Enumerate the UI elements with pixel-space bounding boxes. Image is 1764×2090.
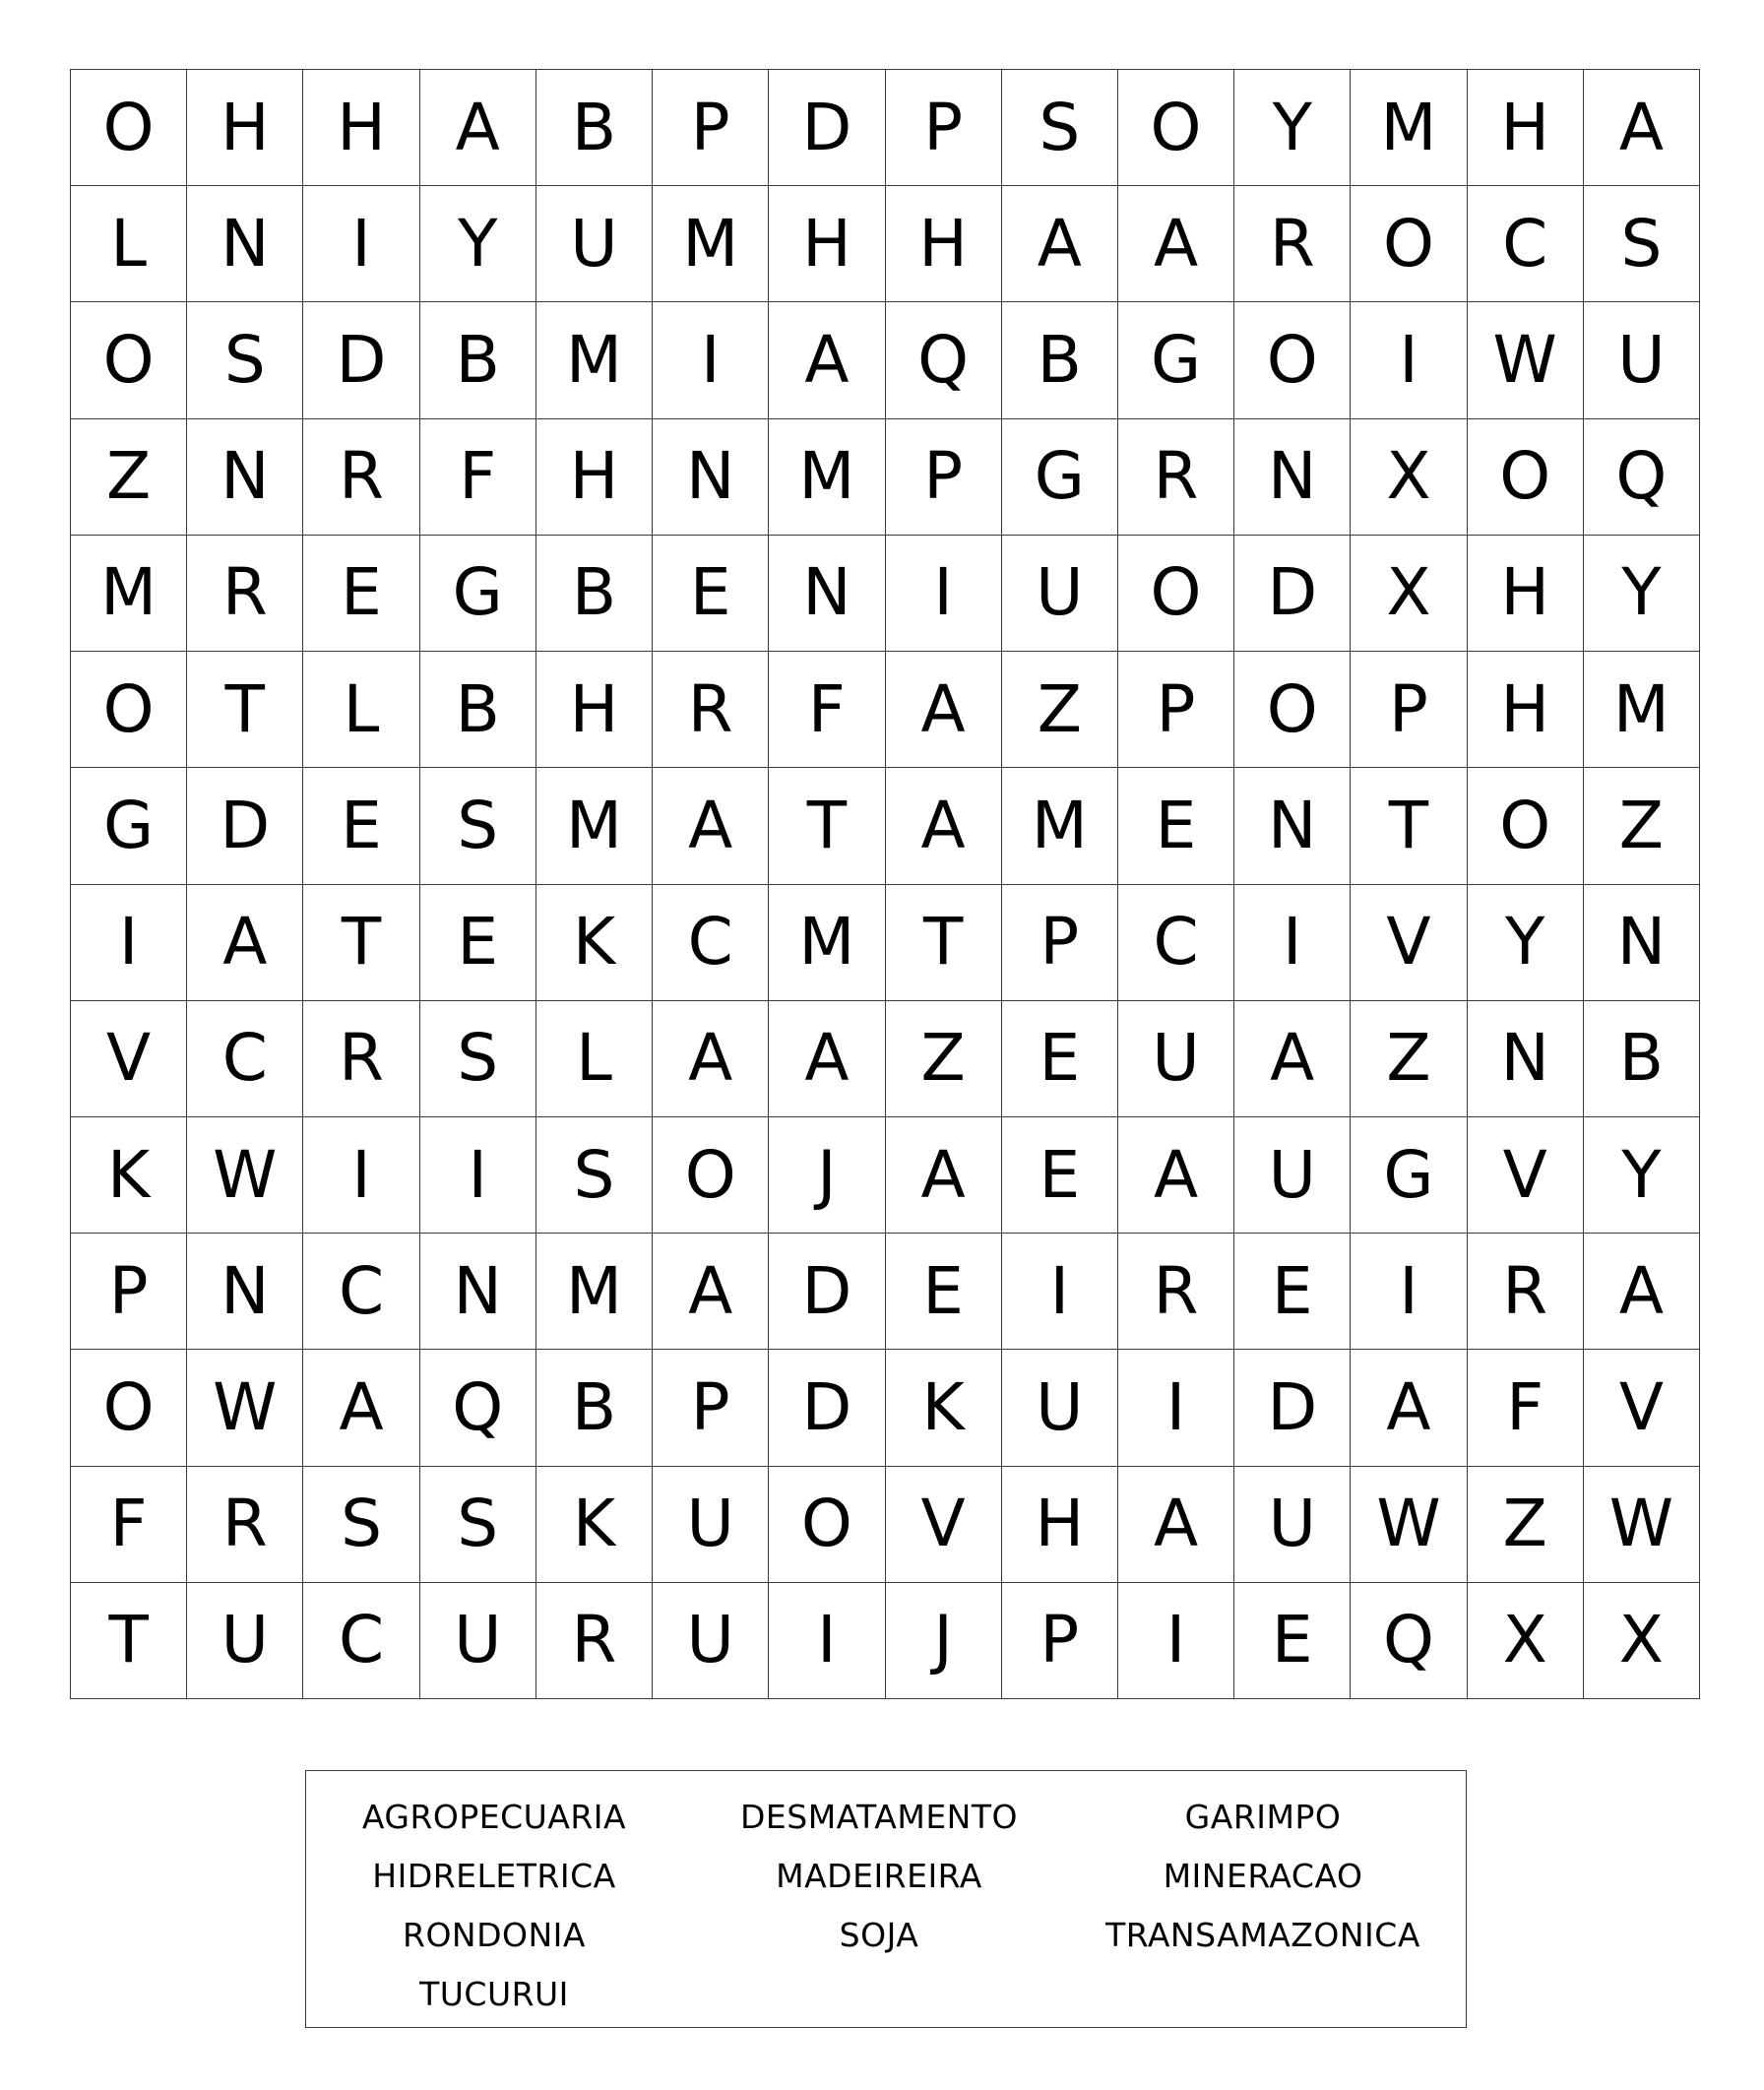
- word-list-item: GARIMPO: [1184, 1798, 1342, 1836]
- grid-cell[interactable]: A: [1351, 1350, 1467, 1466]
- grid-cell[interactable]: K: [536, 885, 653, 1001]
- grid-cell[interactable]: C: [1118, 885, 1234, 1001]
- grid-cell[interactable]: H: [187, 70, 303, 186]
- grid-cell[interactable]: T: [769, 768, 885, 884]
- grid-cell[interactable]: I: [303, 186, 419, 302]
- grid-cell[interactable]: X: [1468, 1583, 1584, 1699]
- grid-cell[interactable]: U: [1002, 536, 1118, 652]
- grid-cell[interactable]: E: [303, 768, 419, 884]
- grid-cell[interactable]: O: [1118, 70, 1234, 186]
- grid-cell[interactable]: D: [1234, 536, 1351, 652]
- grid-cell[interactable]: D: [1234, 1350, 1351, 1466]
- grid-cell[interactable]: T: [71, 1583, 187, 1699]
- grid-cell[interactable]: R: [1234, 186, 1351, 302]
- grid-cell[interactable]: U: [187, 1583, 303, 1699]
- grid-cell[interactable]: I: [1234, 885, 1351, 1001]
- grid-cell[interactable]: B: [1584, 1001, 1700, 1117]
- grid-cell[interactable]: V: [886, 1467, 1002, 1583]
- grid-cell[interactable]: Q: [886, 302, 1002, 418]
- grid-cell[interactable]: W: [1584, 1467, 1700, 1583]
- grid-cell[interactable]: U: [653, 1467, 769, 1583]
- grid-cell[interactable]: F: [420, 419, 536, 536]
- grid-cell[interactable]: C: [187, 1001, 303, 1117]
- grid-cell[interactable]: O: [1468, 419, 1584, 536]
- grid-cell[interactable]: M: [1002, 768, 1118, 884]
- grid-cell[interactable]: P: [71, 1234, 187, 1350]
- grid-cell[interactable]: H: [1468, 652, 1584, 768]
- grid-cell[interactable]: Z: [1002, 652, 1118, 768]
- grid-cell[interactable]: Z: [71, 419, 187, 536]
- grid-cell[interactable]: N: [187, 186, 303, 302]
- grid-cell[interactable]: Z: [1468, 1467, 1584, 1583]
- grid-cell[interactable]: Q: [420, 1350, 536, 1466]
- grid-cell[interactable]: S: [187, 302, 303, 418]
- grid-cell[interactable]: I: [769, 1583, 885, 1699]
- grid-cell[interactable]: L: [536, 1001, 653, 1117]
- grid-cell[interactable]: P: [886, 70, 1002, 186]
- grid-cell[interactable]: E: [886, 1234, 1002, 1350]
- grid-cell[interactable]: R: [303, 1001, 419, 1117]
- grid-cell[interactable]: R: [187, 1467, 303, 1583]
- grid-cell[interactable]: E: [653, 536, 769, 652]
- grid-cell[interactable]: V: [71, 1001, 187, 1117]
- grid-cell[interactable]: P: [1002, 885, 1118, 1001]
- grid-cell[interactable]: C: [1468, 186, 1584, 302]
- grid-cell[interactable]: R: [1118, 419, 1234, 536]
- grid-cell[interactable]: A: [1584, 70, 1700, 186]
- grid-cell[interactable]: O: [653, 1117, 769, 1234]
- grid-cell[interactable]: S: [420, 768, 536, 884]
- grid-cell[interactable]: B: [536, 70, 653, 186]
- grid-cell[interactable]: B: [1002, 302, 1118, 418]
- grid-cell[interactable]: Q: [1584, 419, 1700, 536]
- grid-cell[interactable]: T: [303, 885, 419, 1001]
- grid-cell[interactable]: S: [1584, 186, 1700, 302]
- grid-cell[interactable]: P: [653, 1350, 769, 1466]
- grid-cell[interactable]: W: [187, 1117, 303, 1234]
- grid-cell[interactable]: T: [1351, 768, 1467, 884]
- grid-cell[interactable]: V: [1468, 1117, 1584, 1234]
- grid-cell[interactable]: F: [71, 1467, 187, 1583]
- grid-cell[interactable]: P: [653, 70, 769, 186]
- grid-cell[interactable]: N: [1584, 885, 1700, 1001]
- grid-cell[interactable]: I: [1351, 1234, 1467, 1350]
- grid-cell[interactable]: H: [1468, 536, 1584, 652]
- grid-cell[interactable]: S: [303, 1467, 419, 1583]
- word-list-item: DESMATAMENTO: [739, 1798, 1019, 1836]
- word-list-item: AGROPECUARIA: [361, 1798, 627, 1836]
- grid-cell[interactable]: N: [1234, 419, 1351, 536]
- grid-cell[interactable]: D: [303, 302, 419, 418]
- grid-cell[interactable]: A: [1118, 1467, 1234, 1583]
- grid-cell[interactable]: N: [1234, 768, 1351, 884]
- grid-cell[interactable]: R: [1468, 1234, 1584, 1350]
- grid-cell[interactable]: U: [1118, 1001, 1234, 1117]
- grid-cell[interactable]: I: [303, 1117, 419, 1234]
- grid-cell[interactable]: G: [1002, 419, 1118, 536]
- word-list-item: TRANSAMAZONICA: [1105, 1916, 1420, 1954]
- grid-cell[interactable]: G: [1351, 1117, 1467, 1234]
- grid-cell[interactable]: O: [1234, 302, 1351, 418]
- grid-cell[interactable]: N: [769, 536, 885, 652]
- grid-cell[interactable]: C: [303, 1583, 419, 1699]
- grid-cell[interactable]: B: [420, 652, 536, 768]
- grid-cell[interactable]: I: [886, 536, 1002, 652]
- grid-cell[interactable]: B: [536, 536, 653, 652]
- word-list-item: MINERACAO: [1163, 1857, 1363, 1895]
- grid-cell[interactable]: D: [769, 70, 885, 186]
- grid-cell[interactable]: R: [1118, 1234, 1234, 1350]
- grid-cell[interactable]: H: [1468, 70, 1584, 186]
- grid-cell[interactable]: X: [1351, 419, 1467, 536]
- grid-cell[interactable]: E: [1002, 1001, 1118, 1117]
- grid-cell[interactable]: C: [303, 1234, 419, 1350]
- grid-cell[interactable]: Y: [420, 186, 536, 302]
- grid-cell[interactable]: I: [1118, 1350, 1234, 1466]
- grid-cell[interactable]: O: [71, 70, 187, 186]
- grid-cell[interactable]: N: [1468, 1001, 1584, 1117]
- grid-cell[interactable]: H: [536, 419, 653, 536]
- grid-cell[interactable]: A: [1002, 186, 1118, 302]
- grid-cell[interactable]: A: [1118, 186, 1234, 302]
- grid-cell[interactable]: U: [653, 1583, 769, 1699]
- grid-cell[interactable]: K: [886, 1350, 1002, 1466]
- grid-cell[interactable]: E: [1234, 1234, 1351, 1350]
- grid-cell[interactable]: E: [1234, 1583, 1351, 1699]
- grid-cell[interactable]: R: [653, 652, 769, 768]
- grid-cell[interactable]: Y: [1584, 1117, 1700, 1234]
- grid-cell[interactable]: M: [769, 419, 885, 536]
- grid-cell[interactable]: D: [769, 1350, 885, 1466]
- grid-cell[interactable]: F: [769, 652, 885, 768]
- grid-cell[interactable]: S: [420, 1467, 536, 1583]
- grid-cell[interactable]: R: [303, 419, 419, 536]
- grid-cell[interactable]: O: [71, 652, 187, 768]
- grid-cell[interactable]: I: [1002, 1234, 1118, 1350]
- grid-cell[interactable]: P: [886, 419, 1002, 536]
- grid-cell[interactable]: M: [536, 768, 653, 884]
- grid-cell[interactable]: A: [769, 302, 885, 418]
- grid-cell[interactable]: Q: [1351, 1583, 1467, 1699]
- grid-cell[interactable]: G: [420, 536, 536, 652]
- grid-cell[interactable]: U: [1584, 302, 1700, 418]
- grid-cell[interactable]: E: [420, 885, 536, 1001]
- grid-cell[interactable]: J: [886, 1583, 1002, 1699]
- grid-cell[interactable]: Z: [1351, 1001, 1467, 1117]
- grid-cell[interactable]: M: [1584, 652, 1700, 768]
- grid-cell[interactable]: Y: [1468, 885, 1584, 1001]
- grid-cell[interactable]: V: [1584, 1350, 1700, 1466]
- grid-cell[interactable]: A: [303, 1350, 419, 1466]
- grid-cell[interactable]: C: [653, 885, 769, 1001]
- grid-cell[interactable]: A: [1118, 1117, 1234, 1234]
- grid-cell[interactable]: X: [1584, 1583, 1700, 1699]
- grid-cell[interactable]: D: [769, 1234, 885, 1350]
- grid-cell[interactable]: U: [1002, 1350, 1118, 1466]
- grid-cell[interactable]: Z: [886, 1001, 1002, 1117]
- grid-cell[interactable]: K: [71, 1117, 187, 1234]
- grid-cell[interactable]: G: [71, 768, 187, 884]
- grid-cell[interactable]: E: [1002, 1117, 1118, 1234]
- grid-cell[interactable]: G: [1118, 302, 1234, 418]
- grid-cell[interactable]: Y: [1584, 536, 1700, 652]
- grid-cell[interactable]: B: [536, 1350, 653, 1466]
- word-list-item: RONDONIA: [403, 1916, 586, 1954]
- grid-cell[interactable]: A: [653, 1234, 769, 1350]
- grid-cell[interactable]: H: [303, 70, 419, 186]
- grid-cell[interactable]: Y: [1234, 70, 1351, 186]
- word-list-item: SOJA: [839, 1916, 919, 1954]
- word-list-item: HIDRELETRICA: [372, 1857, 616, 1895]
- grid-cell[interactable]: K: [536, 1467, 653, 1583]
- grid-cell[interactable]: M: [653, 186, 769, 302]
- grid-cell[interactable]: U: [1234, 1117, 1351, 1234]
- grid-cell[interactable]: P: [1002, 1583, 1118, 1699]
- grid-cell[interactable]: M: [71, 536, 187, 652]
- grid-cell[interactable]: T: [187, 652, 303, 768]
- grid-cell[interactable]: M: [1351, 70, 1467, 186]
- grid-cell[interactable]: A: [886, 652, 1002, 768]
- grid-cell[interactable]: S: [536, 1117, 653, 1234]
- grid-cell[interactable]: P: [1118, 652, 1234, 768]
- grid-cell[interactable]: J: [769, 1117, 885, 1234]
- grid-cell[interactable]: A: [187, 885, 303, 1001]
- grid-cell[interactable]: O: [1468, 768, 1584, 884]
- grid-cell[interactable]: I: [1351, 302, 1467, 418]
- grid-cell[interactable]: O: [1118, 536, 1234, 652]
- grid-cell[interactable]: N: [420, 1234, 536, 1350]
- grid-cell[interactable]: N: [187, 1234, 303, 1350]
- grid-cell[interactable]: S: [1002, 70, 1118, 186]
- grid-cell[interactable]: A: [769, 1001, 885, 1117]
- grid-cell[interactable]: M: [536, 302, 653, 418]
- grid-cell[interactable]: S: [420, 1001, 536, 1117]
- grid-cell[interactable]: I: [1118, 1583, 1234, 1699]
- grid-cell[interactable]: N: [187, 419, 303, 536]
- grid-cell[interactable]: A: [886, 768, 1002, 884]
- grid-cell[interactable]: A: [1234, 1001, 1351, 1117]
- grid-cell[interactable]: D: [187, 768, 303, 884]
- grid-cell[interactable]: W: [1468, 302, 1584, 418]
- grid-cell[interactable]: B: [420, 302, 536, 418]
- grid-cell[interactable]: O: [769, 1467, 885, 1583]
- word-list-item: MADEIREIRA: [776, 1857, 982, 1895]
- grid-cell[interactable]: H: [1002, 1467, 1118, 1583]
- grid-cell[interactable]: O: [1351, 186, 1467, 302]
- grid-cell[interactable]: O: [1234, 652, 1351, 768]
- grid-cell[interactable]: L: [71, 186, 187, 302]
- grid-cell[interactable]: H: [886, 186, 1002, 302]
- grid-cell[interactable]: U: [536, 186, 653, 302]
- grid-cell[interactable]: V: [1351, 885, 1467, 1001]
- grid-cell[interactable]: E: [303, 536, 419, 652]
- grid-cell[interactable]: R: [187, 536, 303, 652]
- grid-cell[interactable]: H: [536, 652, 653, 768]
- grid-cell[interactable]: I: [653, 302, 769, 418]
- grid-cell[interactable]: I: [420, 1117, 536, 1234]
- grid-cell[interactable]: X: [1351, 536, 1467, 652]
- grid-cell[interactable]: O: [71, 1350, 187, 1466]
- grid-cell[interactable]: U: [420, 1583, 536, 1699]
- grid-cell[interactable]: P: [1351, 652, 1467, 768]
- grid-cell[interactable]: H: [769, 186, 885, 302]
- grid-cell[interactable]: A: [653, 1001, 769, 1117]
- grid-cell[interactable]: I: [71, 885, 187, 1001]
- grid-cell[interactable]: A: [420, 70, 536, 186]
- grid-cell[interactable]: A: [886, 1117, 1002, 1234]
- letter-grid: [70, 69, 1700, 1699]
- grid-cell[interactable]: E: [1118, 768, 1234, 884]
- grid-cell[interactable]: M: [769, 885, 885, 1001]
- grid-cell[interactable]: F: [1468, 1350, 1584, 1466]
- grid-cell[interactable]: A: [1584, 1234, 1700, 1350]
- word-list-item: TUCURUI: [419, 1975, 569, 2013]
- grid-cell[interactable]: L: [303, 652, 419, 768]
- grid-cell[interactable]: O: [71, 302, 187, 418]
- grid-cell[interactable]: U: [1234, 1467, 1351, 1583]
- grid-cell[interactable]: R: [536, 1583, 653, 1699]
- grid-cell[interactable]: T: [886, 885, 1002, 1001]
- grid-cell[interactable]: W: [187, 1350, 303, 1466]
- grid-cell[interactable]: A: [653, 768, 769, 884]
- grid-cell[interactable]: M: [536, 1234, 653, 1350]
- word-list: [305, 1770, 1467, 2028]
- grid-cell[interactable]: W: [1351, 1467, 1467, 1583]
- grid-cell[interactable]: Z: [1584, 768, 1700, 884]
- grid-cell[interactable]: N: [653, 419, 769, 536]
